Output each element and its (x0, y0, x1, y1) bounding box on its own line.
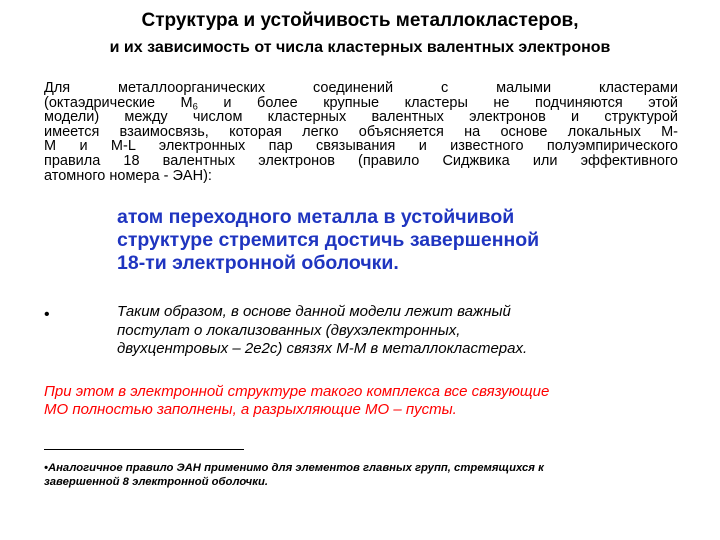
bullet-line-3: двухцентровых – 2е2с) связях М-М в металлокластерах. (117, 340, 528, 357)
intro-line-2-end: и более крупные кластеры не подчиняются этой (197, 94, 678, 111)
slide-subtitle: и их зависимость от числа кластерных валентных электронов (109, 39, 611, 56)
footnote-line-2: завершенной 8 электронной оболочки. (44, 476, 269, 488)
red-note (44, 383, 694, 419)
bullet-line-2: постулат о локализованных (двухэлектронных, (117, 321, 461, 339)
intro-line-4: имеется взаимосвязь, которая легко объясняется на основе локальных М- (44, 123, 678, 140)
eans-rule-statement (117, 206, 697, 275)
intro-word: металлоорганических (118, 80, 266, 96)
footnote-line-1: •Аналогичное правило ЭАН применимо для элементов главных групп, стремящихся к (44, 462, 544, 474)
highlight-line-2: структуре стремится достичь завершенной (117, 229, 540, 251)
bullet-icon: • (44, 306, 50, 323)
intro-line-5: М и M-L электронных пар связывания и известного полуэмпирического (44, 138, 678, 155)
intro-paragraph (44, 81, 678, 183)
bullet-text (117, 303, 677, 359)
intro-word: Для (44, 80, 71, 96)
highlight-line-3: 18-ти электронной оболочки. (117, 252, 399, 274)
intro-word: с (440, 80, 449, 96)
intro-line-7: атомного номера - ЭАН): (44, 167, 212, 184)
red-note-line-1: При этом в электронной структуре такого комплекса все связующие (44, 383, 550, 400)
intro-line-6: правила 18 валентных электронов (правило Сиджвика или эффективного (44, 152, 678, 169)
bullet-line-1: Таким образом, в основе данной модели лежит важный (117, 303, 511, 320)
octahedral-subscript: 6 (192, 99, 198, 111)
footnote (44, 461, 694, 489)
intro-line-1 (44, 81, 678, 96)
intro-word: малыми (496, 80, 552, 96)
intro-line-3: модели) между числом кластерных валентных электронов и структурой (44, 109, 678, 126)
intro-line-2 (44, 96, 678, 111)
red-note-line-2: МО полностью заполнены, а разрыхляющие МО – пусты. (44, 401, 457, 418)
footnote-divider (44, 449, 244, 450)
intro-word: кластерами (598, 80, 678, 96)
slide-title: Структура и устойчивость металлокластеров, (141, 10, 579, 31)
intro-line-2-start: (октаэдрические М (44, 94, 193, 111)
intro-word: соединений (313, 80, 394, 96)
highlight-line-1: атом переходного металла в устойчивой (117, 206, 515, 228)
